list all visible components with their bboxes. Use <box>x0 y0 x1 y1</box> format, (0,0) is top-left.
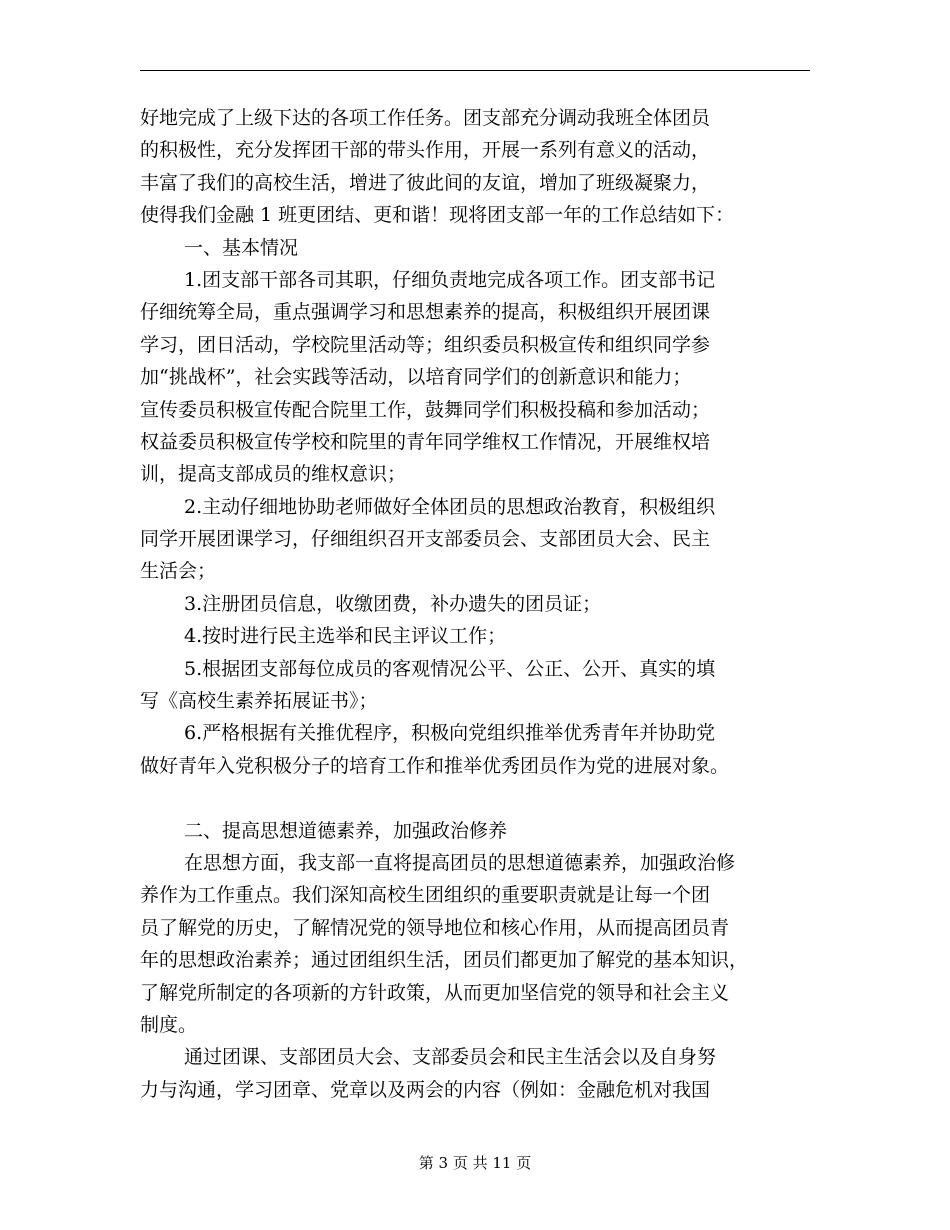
text-line: 4.按时进行民主选举和民主评议工作； <box>184 625 507 648</box>
text-line: 6.严格根据有关推优程序，积极向党组织推举优秀青年并协助党 <box>184 722 716 745</box>
text-line: 同学开展团课学习，仔细组织召开支部委员会、支部团员大会、民主 <box>140 528 711 551</box>
text-line: 员了解党的历史，了解情况党的领导地位和核心作用，从而提高团员青 <box>140 916 730 939</box>
text-line: 了解党所制定的各项新的方针政策，从而更加坚信党的领导和社会主义 <box>140 981 730 1004</box>
text-line: 制度。 <box>140 1013 198 1036</box>
text-line: 学习，团日活动，学校院里活动等；组织委员积极宣传和组织同学参 <box>140 333 711 356</box>
text-line: 二、提高思想道德素养，加强政治修养 <box>184 819 508 842</box>
text-line: 的积极性，充分发挥团干部的带头作用，开展一系列有意义的活动， <box>140 139 711 162</box>
text-line: 生活会； <box>140 560 217 583</box>
text-line: 2.主动仔细地协助老师做好全体团员的思想政治教育，积极组织 <box>184 495 716 518</box>
text-line: 一、基本情况 <box>184 236 299 259</box>
text-line: 在思想方面，我支部一直将提高团员的思想道德素养，加强政治修 <box>184 851 736 874</box>
text-line: 年的思想政治素养；通过团组织生活，团员们都更加了解党的基本知识， <box>140 949 749 972</box>
text-line: 5.根据团支部每位成员的客观情况公平、公正、公开、真实的填 <box>184 657 716 680</box>
text-line: 丰富了我们的高校生活，增进了彼此间的友谊，增加了班级凝聚力， <box>140 171 711 194</box>
text-line: 仔细统筹全局，重点强调学习和思想素养的提高，积极组织开展团课 <box>140 301 711 324</box>
text-line: 使得我们金融 1 班更团结、更和谐！现将团支部一年的工作总结如下： <box>140 204 735 227</box>
text-line: 写《高校生素养拓展证书》； <box>140 690 378 713</box>
document-body <box>140 102 810 1106</box>
blank-line <box>140 782 810 814</box>
text-line: 做好青年入党积极分子的培育工作和推举优秀团员作为党的进展对象。 <box>140 754 730 777</box>
text-line: 3.注册团员信息，收缴团费，补办遗失的团员证； <box>184 592 602 615</box>
text-line: 权益委员积极宣传学校和院里的青年同学维权工作情况，开展维权培 <box>140 430 711 453</box>
header-rule <box>140 70 810 71</box>
page-number-footer: 第 3 页 共 11 页 <box>418 1154 532 1172</box>
text-line: 力与沟通，学习团章、党章以及两会的内容（例如：金融危机对我国 <box>140 1078 711 1101</box>
text-line: 加“挑战杯”，社会实践等活动，以培育同学们的创新意识和能力； <box>140 366 692 389</box>
text-line: 养作为工作重点。我们深知高校生团组织的重要职责就是让每一个团 <box>140 884 711 907</box>
text-line: 通过团课、支部团员大会、支部委员会和民主生活会以及自身努 <box>184 1046 717 1069</box>
text-line: 1.团支部干部各司其职，仔细负责地完成各项工作。团支部书记 <box>184 268 716 291</box>
text-line: 好地完成了上级下达的各项工作任务。团支部充分调动我班全体团员 <box>140 107 711 129</box>
text-line: 训，提高支部成员的维权意识； <box>140 463 407 486</box>
text-line: 宣传委员积极宣传配合院里工作，鼓舞同学们积极投稿和参加活动； <box>140 398 711 421</box>
